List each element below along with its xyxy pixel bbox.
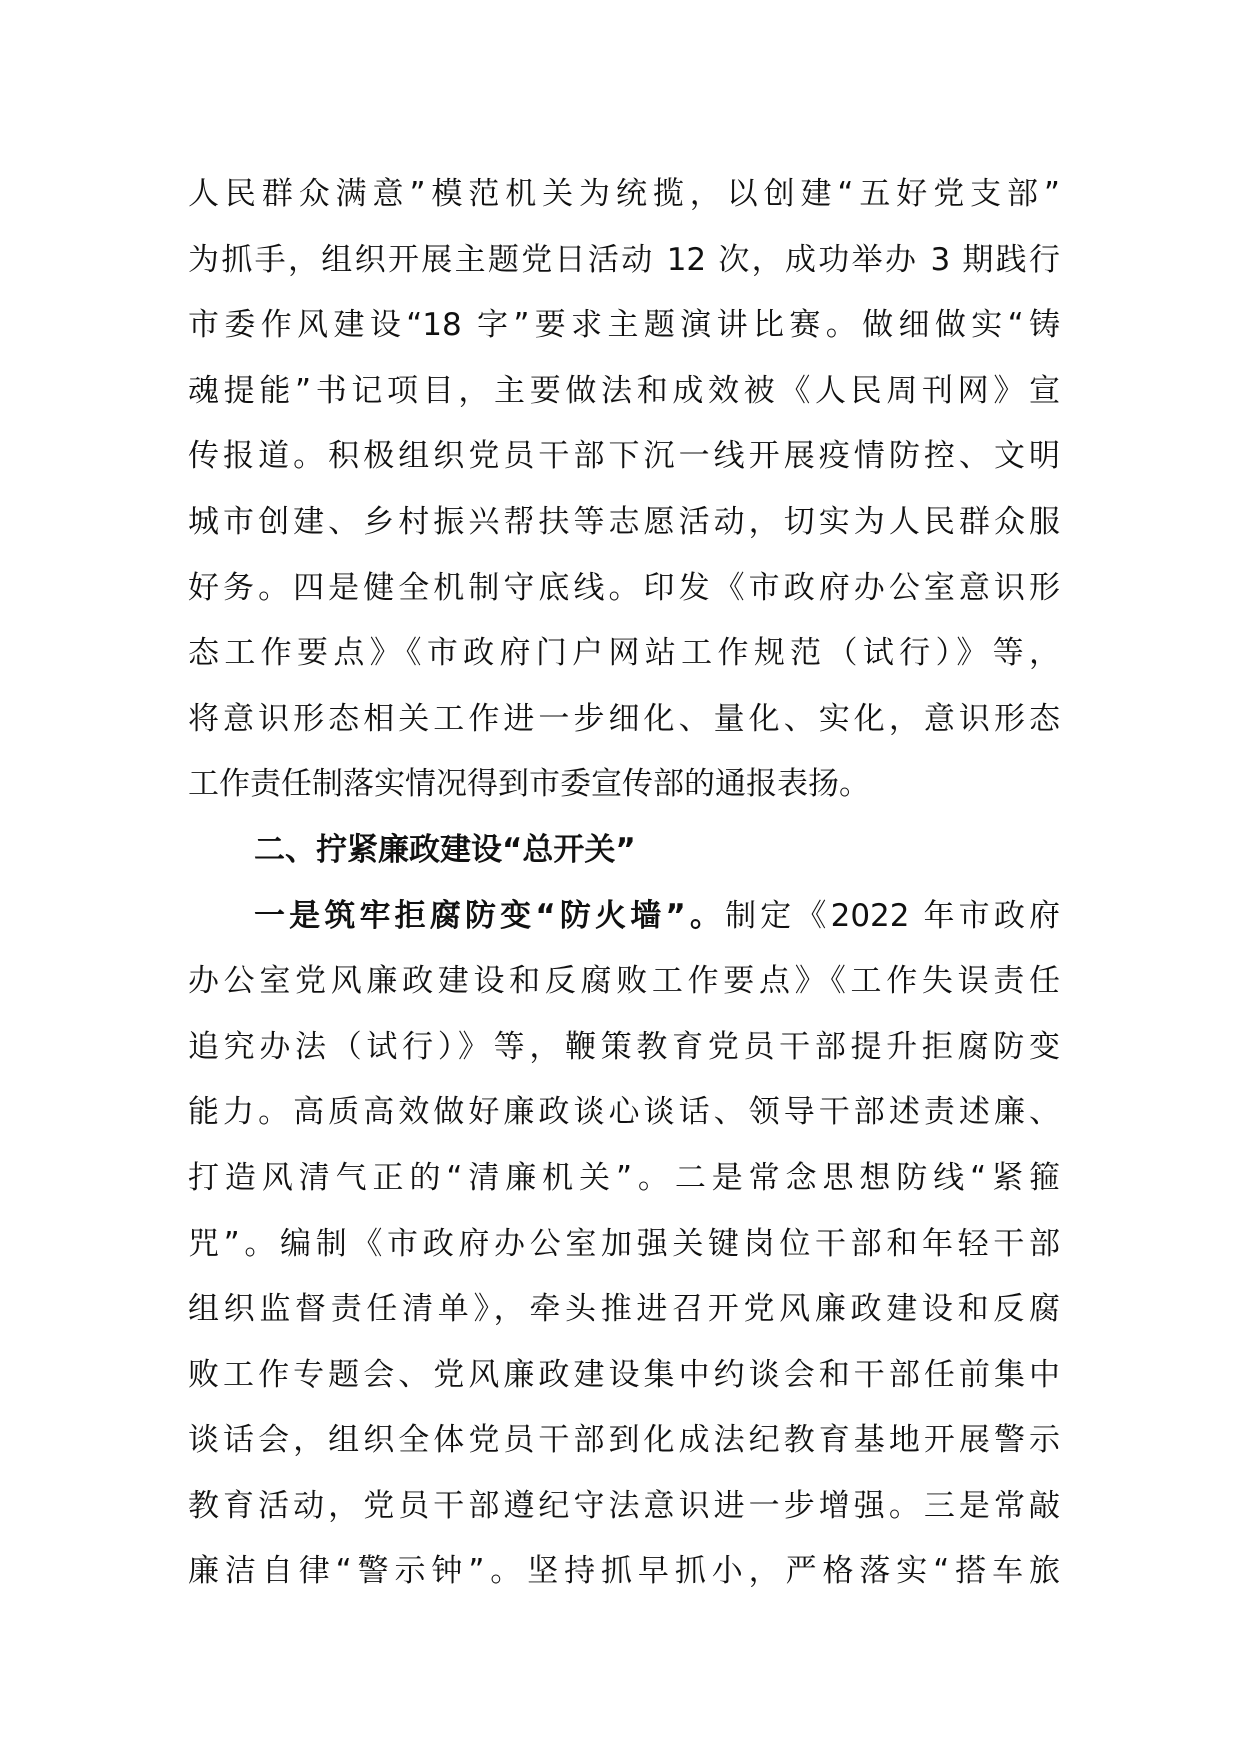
text-line: 市委作风建设“18 字”要求主题演讲比赛。做细做实“铸 — [188, 307, 1060, 344]
text-line: 城市创建、乡村振兴帮扶等志愿活动，切实为人民群众服 — [188, 503, 1060, 540]
text-line: 打造风清气正的“清廉机关”。二是常念思想防线“紧箍 — [188, 1159, 1060, 1196]
text-line: 魂提能”书记项目，主要做法和成效被《人民周刊网》宣 — [188, 372, 1060, 409]
text-line: 工作责任制落实情况得到市委宣传部的通报表扬。 — [188, 766, 870, 803]
section-heading: 二、拧紧廉政建设“总开关” — [254, 831, 636, 868]
text-line: 能力。高质高效做好廉政谈心谈话、领导干部述责述廉、 — [188, 1094, 1060, 1131]
text-line: 将意识形态相关工作进一步细化、量化、实化，意识形态 — [188, 700, 1060, 737]
text-line: 廉洁自律“警示钟”。坚持抓早抓小，严格落实“搭车旅 — [188, 1553, 1060, 1590]
text-line: 传报道。积极组织党员干部下沉一线开展疫情防控、文明 — [188, 438, 1060, 475]
text-line: 态工作要点》《市政府门户网站工作规范（试行）》等， — [188, 635, 1060, 672]
text-line: 组织监督责任清单》，牵头推进召开党风廉政建设和反腐 — [188, 1291, 1060, 1328]
paragraph-lead-bold: 一是筑牢拒腐防变“防火墙”。 — [254, 897, 726, 934]
text-line: 人民群众满意”模范机关为统揽，以创建“五好党支部” — [188, 176, 1060, 212]
text-line: 咒”。编制《市政府办公室加强关键岗位干部和年轻干部 — [188, 1225, 1060, 1262]
text-line: 败工作专题会、党风廉政建设集中约谈会和干部任前集中 — [188, 1356, 1060, 1393]
text-line: 追究办法（试行）》等，鞭策教育党员干部提升拒腐防变 — [188, 1028, 1060, 1065]
text-line: 办公室党风廉政建设和反腐败工作要点》《工作失误责任 — [188, 963, 1060, 1000]
text-line: 好务。四是健全机制守底线。印发《市政府办公室意识形 — [188, 569, 1060, 606]
document-page — [188, 162, 1060, 1605]
paragraph-lead-rest: 制定《2022 年市政府 — [725, 897, 1061, 934]
text-line: 为抓手，组织开展主题党日活动 12 次，成功举办 3 期践行 — [188, 241, 1060, 278]
text-line: 教育活动，党员干部遵纪守法意识进一步增强。三是常敲 — [188, 1487, 1060, 1524]
paragraph-first-line — [188, 884, 1060, 950]
text-line: 谈话会，组织全体党员干部到化成法纪教育基地开展警示 — [188, 1422, 1060, 1459]
